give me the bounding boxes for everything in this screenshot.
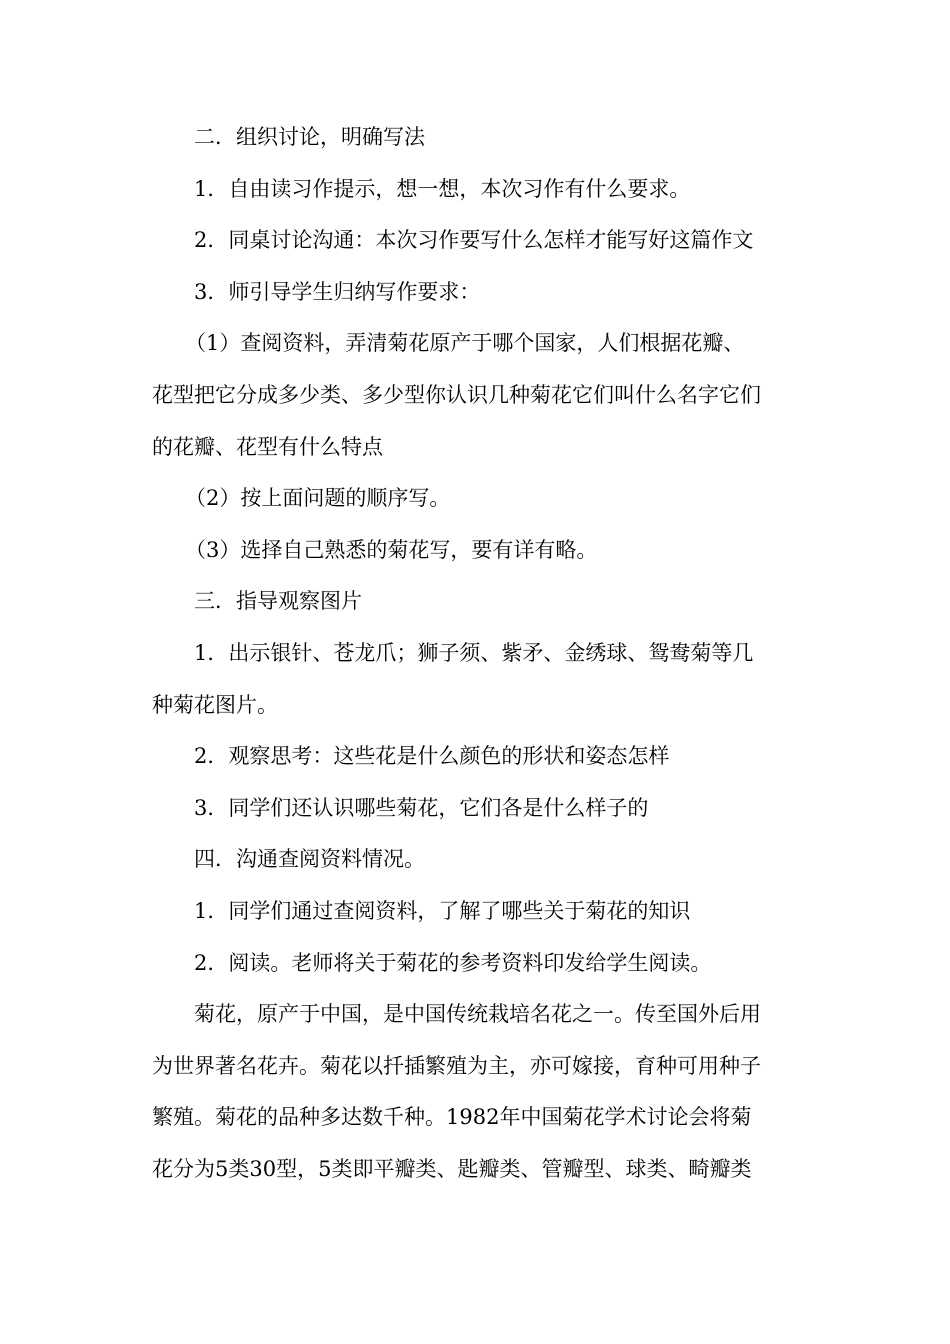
list-item: 1．出示银针、苍龙爪；狮子须、紫矛、金绣球、鸳鸯菊等几: [194, 640, 754, 665]
section-heading-organize-discussion: 二．组织讨论，明确写法: [194, 125, 425, 149]
sub-list-item: （1）查阅资料，弄清菊花原产于哪个国家，人们根据花瓣、: [185, 331, 745, 356]
document-body: [152, 112, 802, 1195]
paragraph-continuation: 为世界著名花卉。菊花以扦插繁殖为主，亦可嫁接，育种可用种子: [152, 1053, 761, 1078]
paragraph-continuation: 种菊花图片。: [152, 692, 278, 717]
paragraph-continuation: 花分为5类30型，5类即平瓣类、匙瓣类、管瓣型、球类、畸瓣类: [152, 1156, 752, 1181]
section-heading-observe-pictures: 三．指导观察图片: [194, 589, 362, 614]
paragraph-continuation: 花型把它分成多少类、多少型你认识几种菊花它们叫什么名字它们: [152, 382, 761, 407]
list-item: 3．同学们还认识哪些菊花，它们各是什么样子的: [194, 795, 649, 820]
sub-list-item: （2）按上面问题的顺序写。: [185, 486, 451, 511]
section-heading-share-research: 四．沟通查阅资料情况。: [194, 847, 425, 872]
list-item: 1．同学们通过查阅资料，了解了哪些关于菊花的知识: [194, 898, 691, 923]
list-item: 3．师引导学生归纳写作要求：: [194, 279, 481, 304]
body-paragraph: 菊花，原产于中国，是中国传统栽培名花之一。传至国外后用: [194, 1002, 761, 1027]
paragraph-continuation: 的花瓣、花型有什么特点: [152, 434, 383, 459]
list-item: 2．观察思考：这些花是什么颜色的形状和姿态怎样: [194, 744, 670, 769]
list-item: 2．同桌讨论沟通：本次习作要写什么怎样才能写好这篇作文: [194, 228, 754, 253]
sub-list-item: （3）选择自己熟悉的菊花写，要有详有略。: [185, 537, 598, 562]
list-item: 2．阅读。老师将关于菊花的参考资料印发给学生阅读。: [194, 950, 712, 975]
paragraph-continuation: 繁殖。菊花的品种多达数千种。1982年中国菊花学术讨论会将菊: [152, 1105, 752, 1130]
list-item: 1．自由读习作提示，想一想，本次习作有什么要求。: [194, 176, 691, 201]
